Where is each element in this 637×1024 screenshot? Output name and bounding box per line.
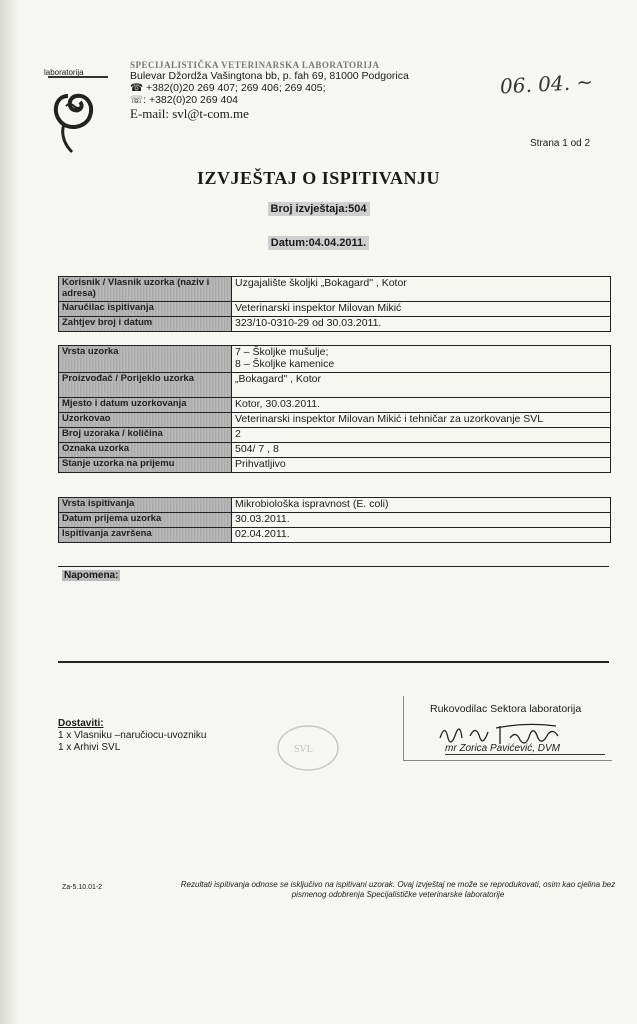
client-table: [58, 276, 611, 332]
row-label: Stanje uzorka na prijemu: [59, 458, 232, 473]
contact-block: [130, 70, 409, 120]
delivery-line: 1 x Vlasniku –naručiocu-uvozniku: [58, 730, 207, 741]
row-value: 504/ 7 , 8: [232, 443, 611, 458]
delivery-list: [58, 718, 206, 754]
row-label: Ispitivanja završena: [59, 528, 232, 543]
row-label: Uzorkovao: [59, 413, 232, 428]
row-label: Proizvođač / Porijeklo uzorka: [59, 373, 232, 398]
table-row: [59, 413, 611, 428]
row-value: Mikrobiološka ispravnost (E. coli): [232, 498, 611, 513]
table-row: [59, 498, 611, 513]
signatory-name: mr Zorica Pavićević, DVM: [445, 743, 605, 755]
table-row: [59, 302, 611, 317]
row-value: 30.03.2011.: [232, 513, 611, 528]
row-value: Veterinarski inspektor Milovan Mikić: [232, 302, 611, 317]
table-row: [59, 373, 611, 398]
table-row: [59, 277, 611, 302]
fax-line: ☏: +382(0)20 269 404: [130, 94, 238, 106]
row-label: Korisnik / Vlasnik uzorka (naziv i adresa): [59, 277, 232, 302]
row-label: Vrsta ispitivanja: [59, 498, 232, 513]
row-value: Veterinarski inspektor Milovan Mikić i tehničar za uzorkovanje SVL: [232, 413, 611, 428]
svg-text:SVL: SVL: [294, 744, 313, 755]
row-value: Prihvatljivo: [232, 458, 611, 473]
report-date: [0, 237, 637, 249]
row-value: 02.04.2011.: [232, 528, 611, 543]
table-row: [59, 528, 611, 543]
test-table: [58, 497, 611, 543]
handwritten-date: 06. 04. ~: [499, 69, 594, 99]
faded-stamp-icon: [268, 718, 348, 778]
email-line: E-mail: svl@t-com.me: [130, 106, 249, 121]
table-row: [59, 443, 611, 458]
lab-label: laboratorija: [44, 68, 84, 77]
institution-name: SPECIJALISTIČKA VETERINARSKA LABORATORIJA: [130, 60, 380, 70]
table-row: [59, 428, 611, 443]
address-line: Bulevar Džordža Vašingtona bb, p. fah 69, 81000 Podgorica: [130, 70, 409, 82]
report-title: IZVJEŠTAJ O ISPITIVANJU: [197, 168, 440, 188]
row-value: 323/10-0310-29 od 30.03.2011.: [232, 317, 611, 332]
scan-edge: [0, 0, 20, 1024]
delivery-line: 1 x Arhivi SVL: [58, 742, 121, 753]
report-number: [0, 203, 637, 215]
row-value-line: 8 – Školjke kamenice: [235, 358, 335, 370]
table-row: [59, 317, 611, 332]
signatory-title: Rukovodilac Sektora laboratorija: [430, 703, 582, 715]
lab-logo-icon: [46, 66, 116, 156]
table-row: [59, 458, 611, 473]
row-label: Oznaka uzorka: [59, 443, 232, 458]
sample-table: [58, 345, 611, 473]
table-row: [59, 513, 611, 528]
row-value: Uzgajalište školjki „Bokagard" , Kotor: [232, 277, 611, 302]
row-value-line: 7 – Školjke mušulje;: [235, 346, 329, 358]
row-value: [232, 346, 611, 373]
row-label: Naručilac ispitivanja: [59, 302, 232, 317]
row-label: Vrsta uzorka: [59, 346, 232, 373]
note-label: Napomena:: [64, 570, 119, 581]
row-value: 2: [232, 428, 611, 443]
report-date-text: Datum:04.04.2011.: [268, 236, 369, 250]
note-section: [58, 566, 609, 663]
row-label: Mjesto i datum uzorkovanja: [59, 398, 232, 413]
page-number: Strana 1 od 2: [530, 138, 591, 149]
table-row: [59, 346, 611, 373]
row-label: Zahtjev broj i datum: [59, 317, 232, 332]
row-value: „Bokagard" , Kotor: [232, 373, 611, 398]
table-row: [59, 398, 611, 413]
row-label: Broj uzoraka / količina: [59, 428, 232, 443]
footer-disclaimer: Rezultati ispitivanja odnose se isključivo na ispitivani uzorak. Ovaj izvještaj ne može se reprodukovati, osim kao cjelina bez pismenog odobrenja Specijalističke veterinarske laboratorije: [180, 880, 616, 899]
form-code: Za-5.10.01-2: [62, 884, 103, 891]
row-value: Kotor, 30.03.2011.: [232, 398, 611, 413]
delivery-heading: Dostaviti:: [58, 718, 104, 729]
report-number-text: Broj izvještaja:504: [268, 202, 370, 216]
row-label: Datum prijema uzorka: [59, 513, 232, 528]
phone-line: ☎ +382(0)20 269 407; 269 406; 269 405;: [130, 82, 326, 94]
